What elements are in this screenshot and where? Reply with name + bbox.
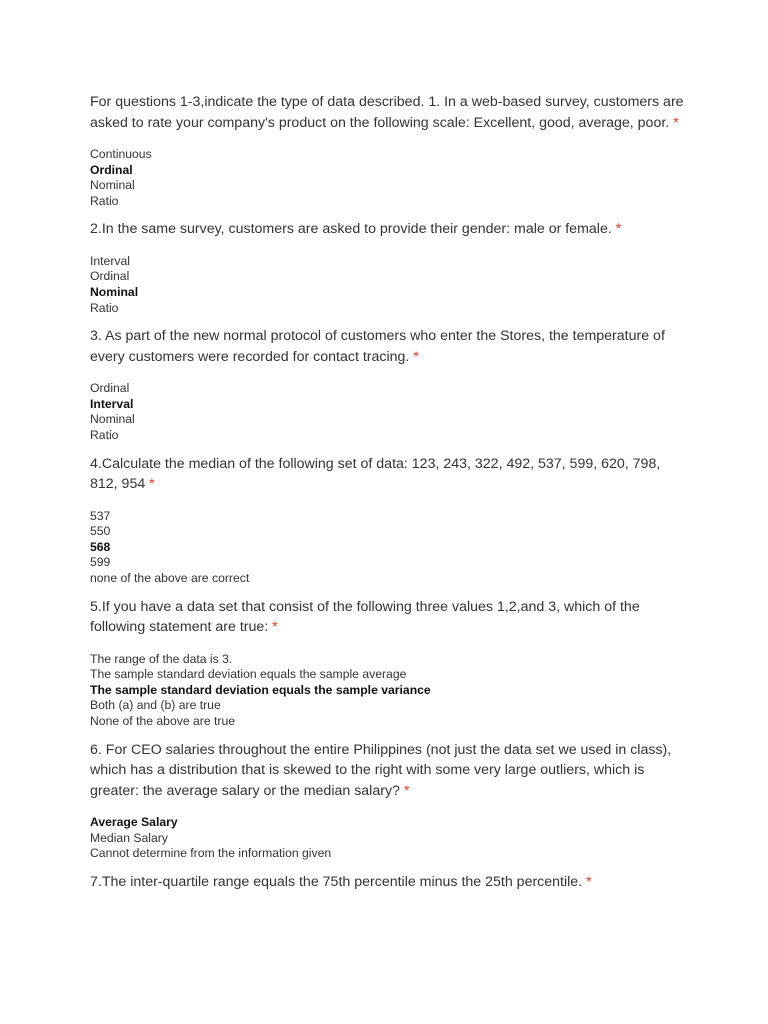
question-prompt: 4.Calculate the median of the following set of data: 123, 243, 322, 492, 537, 599, 620, 798, 812, 954 [90, 455, 661, 493]
answer-option[interactable]: 550 [90, 524, 111, 539]
question-2 [90, 219, 690, 316]
required-asterisk: * [409, 348, 419, 365]
question-3 [90, 326, 690, 443]
answer-option[interactable]: Nominal [90, 285, 139, 300]
question-1 [90, 92, 690, 209]
answer-option[interactable]: none of the above are correct [90, 571, 250, 585]
question-text [90, 454, 690, 495]
question-6 [90, 740, 690, 862]
answer-option[interactable]: Average Salary [90, 815, 178, 830]
question-prompt: 7.The inter-quartile range equals the 75th percentile minus the 25th percentile. [90, 873, 583, 890]
question-text [90, 872, 690, 893]
required-asterisk: * [399, 782, 410, 799]
answer-option[interactable]: Ratio [90, 300, 119, 315]
answer-option[interactable]: Nominal [90, 412, 135, 427]
question-7 [90, 872, 690, 893]
options-list [90, 815, 690, 862]
answer-option[interactable]: Ratio [90, 428, 119, 443]
answer-option[interactable]: 568 [90, 539, 111, 554]
question-5 [90, 597, 690, 730]
answer-option[interactable]: The sample standard deviation equals the sample average [90, 667, 407, 682]
required-asterisk: * [145, 476, 155, 493]
required-asterisk: * [268, 619, 278, 636]
options-list [90, 147, 690, 209]
required-asterisk: * [669, 114, 679, 131]
required-asterisk: * [611, 221, 622, 238]
answer-option[interactable]: Interval [90, 396, 134, 411]
answer-option[interactable]: None of the above are true [90, 713, 235, 728]
question-prompt: For questions 1-3,indicate the type of data described. 1. In a web-based survey, customers are asked to rate your company's product on the following scale: Excellent, good, average, poor. [90, 94, 684, 131]
answer-option[interactable]: Cannot determine from the information given [90, 846, 332, 861]
question-text [90, 597, 690, 638]
answer-option[interactable]: Both (a) and (b) are true [90, 698, 221, 713]
answer-option[interactable]: Ordinal [90, 162, 133, 177]
question-prompt: 3. As part of the new normal protocol of customers who enter the Stores, the temperature of every customers were recorded for contact tracing. [90, 328, 665, 365]
answer-option[interactable]: Ratio [90, 193, 119, 208]
answer-option[interactable]: The range of the data is 3. [90, 651, 233, 666]
question-prompt: 6. For CEO salaries throughout the entire Philippines (not just the data set we used in class), which has a distribution that is skewed to the right with some very large outliers, which is greater: the average salary or the median salary? [90, 741, 672, 799]
options-list [90, 254, 690, 316]
answer-option[interactable]: 599 [90, 555, 111, 570]
options-list [90, 381, 690, 443]
answer-option[interactable]: Ordinal [90, 381, 130, 396]
question-text [90, 219, 690, 240]
options-list [90, 509, 690, 587]
answer-option[interactable]: Median Salary [90, 830, 168, 845]
question-text [90, 92, 690, 133]
answer-option[interactable]: 537 [90, 508, 111, 523]
question-text [90, 740, 690, 802]
required-asterisk: * [582, 873, 592, 890]
answer-option[interactable]: Ordinal [90, 269, 130, 284]
answer-option[interactable]: The sample standard deviation equals the sample variance [90, 682, 431, 697]
question-text [90, 326, 690, 367]
options-list [90, 652, 690, 730]
question-prompt: 5.If you have a data set that consist of the following three values 1,2,and 3, which of the following statement are true: [90, 598, 640, 636]
quiz-container [90, 92, 690, 892]
answer-option[interactable]: Interval [90, 253, 130, 268]
answer-option[interactable]: Continuous [90, 147, 152, 161]
question-prompt: 2.In the same survey, customers are asked to provide their gender: male or female. [90, 221, 612, 238]
question-4 [90, 454, 690, 587]
answer-option[interactable]: Nominal [90, 178, 135, 193]
